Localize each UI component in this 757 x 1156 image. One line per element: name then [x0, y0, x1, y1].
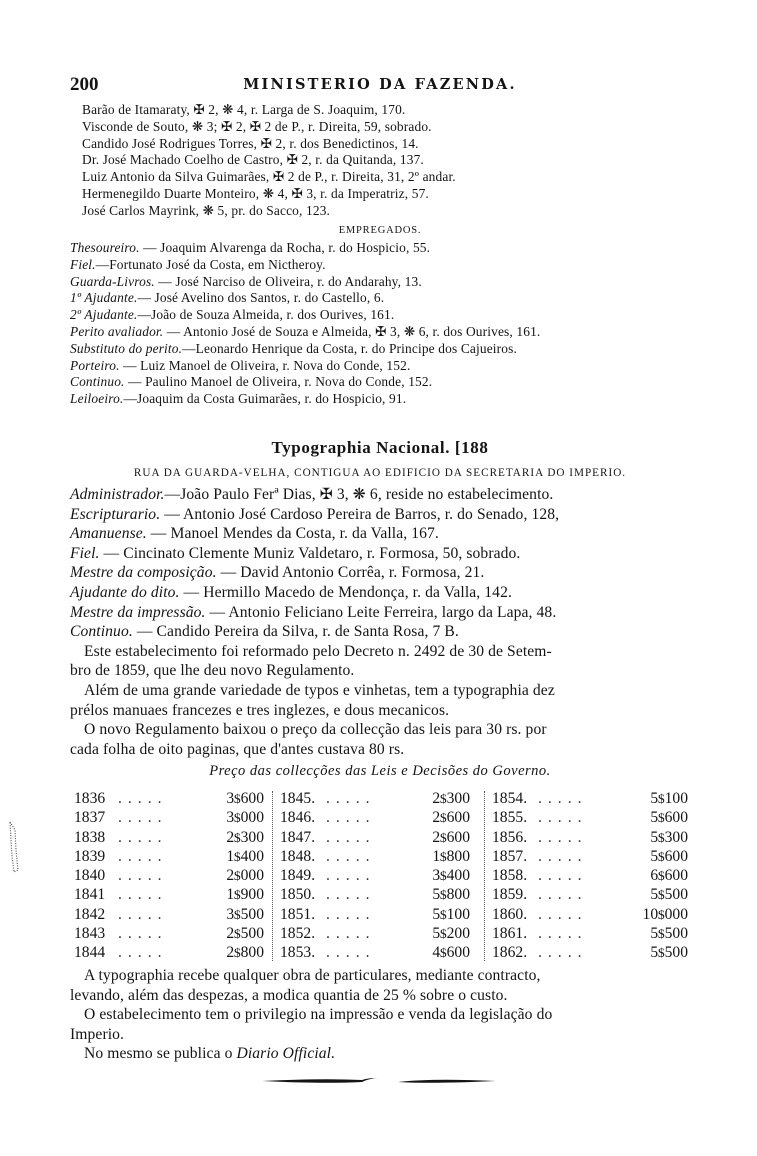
- price-cell: 6$600: [650, 867, 688, 885]
- section-title: Typographia Nacional. [188: [271, 438, 489, 457]
- running-title: MINISTERIO DA FAZENDA.: [243, 76, 517, 93]
- leader-dots: .....: [118, 905, 168, 923]
- leader-dots: .....: [538, 886, 588, 904]
- year-cell: 1845.: [280, 790, 316, 807]
- table-row: [280, 885, 470, 904]
- table-row: [74, 808, 264, 827]
- employee-details: —Joaquim da Costa Guimarães, r. do Hospicio, 91.: [123, 391, 407, 407]
- employee-details: — José Narciso de Oliveira, r. do Andarahy, 13.: [154, 273, 422, 289]
- employee-role: Guarda-Livros.: [70, 273, 155, 289]
- price-cell: 3$600: [226, 790, 264, 807]
- table-row: [492, 905, 688, 924]
- staff-entry: [70, 485, 690, 505]
- staff-details: — Manoel Mendes da Costa, r. da Valla, 167.: [146, 525, 439, 543]
- official-entry: Barão de Itamaraty, ✠ 2, ❋ 4, r. Larga de S. Joaquim, 170.: [82, 102, 406, 117]
- staff-role: Mestre da impressão.: [70, 603, 206, 621]
- year-cell: 1853.: [280, 944, 316, 962]
- table-row: [492, 866, 688, 885]
- employee-role: Porteiro.: [70, 357, 120, 373]
- employee-details: — José Avelino dos Santos, r. do Castello, 6.: [137, 290, 385, 306]
- price-cell: 2$800: [226, 944, 264, 962]
- staff-details: — Hermillo Macedo de Mendonça, r. da Valla, 142.: [179, 583, 512, 601]
- year-cell: 1850.: [280, 886, 316, 904]
- paragraph-particulares: [70, 966, 690, 1005]
- page-number: 200: [70, 74, 99, 95]
- table-row: [74, 828, 264, 847]
- official-entry: José Carlos Mayrink, ❋ 5, pr. do Sacco, 123.: [82, 202, 331, 218]
- official-entry: Visconde de Souto, ❋ 3; ✠ 2, ✠ 2 de P., r. Direita, 59, sobrado.: [82, 118, 432, 134]
- price-cell: 5$100: [650, 790, 688, 807]
- column-divider: [484, 791, 485, 961]
- employee-entry: [70, 341, 690, 358]
- staff-details: — Antonio Feliciano Leite Ferreira, largo da Lapa, 48.: [205, 603, 557, 621]
- cifrao-symbol: $: [439, 906, 447, 922]
- staff-role: Administrador.: [70, 486, 165, 503]
- leader-dots: .....: [538, 944, 588, 962]
- leader-dots: .....: [538, 828, 588, 846]
- leader-dots: .....: [538, 809, 588, 827]
- staff-details: — David Antonio Corrêa, r. Formosa, 21.: [216, 564, 485, 582]
- leader-dots: .....: [118, 828, 168, 846]
- leader-dots: .....: [326, 886, 376, 904]
- paragraph-presses: [70, 681, 690, 720]
- table-row: [74, 866, 264, 885]
- leader-dots: .....: [538, 867, 588, 885]
- employee-details: —João de Souza Almeida, r. dos Ourives, 161.: [137, 307, 395, 323]
- staff-details: — Antonio José Cardoso Pereira de Barros, r. do Senado, 128,: [160, 505, 560, 523]
- cifrao-symbol: $: [233, 887, 241, 903]
- paragraph-line: Imperio.: [70, 1025, 125, 1043]
- section-address: RUA DA GUARDA-VELHA, CONTIGUA AO EDIFICIO DA SECRETARIA DO IMPERIO.: [133, 467, 627, 479]
- employee-entry: [70, 358, 690, 375]
- price-cell: 5$600: [650, 809, 688, 827]
- paragraph-line: levando, além das despezas, a modica quantia de 25 % sobre o custo.: [70, 986, 508, 1004]
- staff-role: Amanuense.: [70, 525, 147, 543]
- paragraph-line: Este estabelecimento foi reformado pelo Decreto n. 2492 de 30 de Setem-: [84, 642, 552, 660]
- leader-dots: .....: [538, 925, 588, 943]
- employee-role: 2º Ajudante.: [70, 307, 138, 323]
- cifrao-symbol: $: [233, 906, 241, 922]
- paragraph-line: prélos manuaes francezes e tres inglezes, e dous mecanicos.: [70, 701, 450, 719]
- staff-details: — Cincinato Clemente Muniz Valdetaro, r. Formosa, 50, sobrado.: [99, 544, 521, 562]
- staff-role: Continuo.: [70, 623, 133, 641]
- cifrao-symbol: $: [233, 926, 241, 942]
- leader-dots: .....: [118, 867, 168, 885]
- table-row: [492, 828, 688, 847]
- paragraph-line: A typographia recebe qualquer obra de particulares, mediante contracto,: [84, 967, 541, 984]
- table-row: [74, 847, 264, 866]
- price-cell: 1$400: [226, 847, 264, 865]
- staff-entry: [70, 505, 690, 525]
- price-cell: 5$600: [650, 847, 688, 865]
- year-cell: 1851.: [280, 905, 316, 923]
- table-row: [492, 924, 688, 943]
- table-row: [280, 943, 470, 962]
- price-cell: 2$300: [226, 828, 264, 846]
- table-row: [492, 847, 688, 866]
- employee-entry: [70, 290, 690, 307]
- year-cell: 1836: [74, 790, 106, 807]
- price-table: [74, 789, 690, 963]
- cifrao-symbol: $: [233, 868, 241, 884]
- staff-entry: [70, 603, 690, 623]
- leader-dots: .....: [326, 925, 376, 943]
- staff-list: [70, 485, 690, 642]
- year-cell: 1856.: [492, 828, 528, 846]
- leader-dots: .....: [326, 944, 376, 962]
- year-cell: 1858.: [492, 867, 528, 885]
- year-cell: 1847.: [280, 828, 316, 846]
- year-cell: 1860.: [492, 905, 528, 923]
- cifrao-symbol: $: [233, 945, 241, 961]
- cifrao-symbol: $: [439, 887, 447, 903]
- year-cell: 1844: [74, 944, 106, 962]
- closing-section: [70, 966, 690, 1064]
- year-cell: 1841: [74, 886, 106, 904]
- leader-dots: .....: [326, 867, 376, 885]
- price-column: [74, 789, 264, 963]
- cifrao-symbol: $: [657, 791, 665, 806]
- page-header: [70, 74, 690, 98]
- leader-dots: .....: [326, 905, 376, 923]
- price-cell: 4$600: [432, 944, 470, 962]
- paragraph-line: bro de 1859, que lhe deu novo Regulamento.: [70, 662, 355, 680]
- employee-role: Substituto do perito.: [70, 340, 183, 356]
- staff-role: Fiel.: [70, 544, 100, 562]
- year-cell: 1862.: [492, 944, 528, 962]
- employee-details: —Leonardo Henrique da Costa, r. do Principe dos Cajueiros.: [182, 340, 517, 356]
- leader-dots: .....: [326, 809, 376, 827]
- employee-entry: [70, 274, 690, 291]
- cifrao-symbol: $: [233, 848, 241, 864]
- official-entry: Hermenegildo Duarte Monteiro, ❋ 4, ✠ 3, r. da Imperatriz, 57.: [82, 185, 429, 201]
- employee-entry: [70, 391, 690, 408]
- employee-entry: [70, 374, 690, 391]
- cifrao-symbol: $: [657, 887, 665, 903]
- cifrao-symbol: $: [439, 868, 447, 884]
- table-row: [74, 943, 264, 962]
- price-cell: 3$000: [226, 809, 264, 827]
- leader-dots: .....: [118, 886, 168, 904]
- employee-entry: [70, 257, 690, 274]
- year-cell: 1857.: [492, 847, 528, 865]
- leader-dots: .....: [118, 944, 168, 962]
- staff-entry: [70, 544, 690, 564]
- paragraph-diario: [70, 1044, 690, 1064]
- year-cell: 1846.: [280, 809, 316, 827]
- table-row: [280, 847, 470, 866]
- year-cell: 1839: [74, 847, 106, 865]
- table-row: [74, 905, 264, 924]
- table-row: [492, 943, 688, 962]
- ornamental-rule-icon: [262, 1076, 496, 1086]
- paragraph-line: O estabelecimento tem o privilegio na impressão e venda da legislação do: [84, 1006, 553, 1024]
- year-cell: 1849.: [280, 867, 316, 885]
- price-cell: 2$600: [432, 809, 470, 827]
- official-entry: Dr. José Machado Coelho de Castro, ✠ 2, r. da Quitanda, 137.: [82, 152, 424, 168]
- employee-details: —Fortunato José da Costa, em Nictheroy.: [95, 256, 326, 272]
- staff-entry: [70, 524, 690, 544]
- cifrao-symbol: $: [439, 791, 447, 806]
- employee-role: Leiloeiro.: [70, 391, 124, 407]
- column-divider: [272, 791, 273, 961]
- employee-details: — Paulino Manoel de Oliveira, r. Nova do Conde, 152.: [124, 374, 433, 390]
- leader-dots: .....: [118, 847, 168, 865]
- staff-details: —João Paulo Ferª Dias, ✠ 3, ❋ 6, reside no estabelecimento.: [164, 486, 554, 503]
- staff-entry: [70, 563, 690, 583]
- year-cell: 1855.: [492, 809, 528, 827]
- table-row: [74, 924, 264, 943]
- table-row: [280, 905, 470, 924]
- price-cell: 2$500: [226, 925, 264, 943]
- staff-entry: [70, 622, 690, 642]
- cifrao-symbol: $: [233, 791, 241, 806]
- cifrao-symbol: $: [657, 945, 665, 961]
- year-cell: 1848.: [280, 847, 316, 865]
- paragraph-line: O novo Regulamento baixou o preço da collecção das leis para 30 rs. por: [84, 721, 547, 739]
- price-cell: 5$300: [650, 828, 688, 846]
- table-row: [280, 789, 470, 808]
- price-cell: 5$800: [432, 886, 470, 904]
- table-row: [280, 924, 470, 943]
- employee-details: — Antonio José de Souza e Almeida, ✠ 3, ❋ 6, r. dos Ourives, 161.: [163, 323, 541, 339]
- employee-details: — Joaquim Alvarenga da Rocha, r. do Hospicio, 55.: [139, 240, 431, 255]
- price-column: [280, 789, 470, 963]
- table-title: Preço das collecções das Leis e Decisões do Governo.: [209, 763, 551, 780]
- year-cell: 1852.: [280, 925, 316, 943]
- paragraph-line: No mesmo se publica o Diario Official.: [84, 1045, 336, 1063]
- employee-entry: [70, 240, 690, 257]
- table-row: [280, 866, 470, 885]
- employee-role: Continuo.: [70, 374, 125, 390]
- staff-role: Escripturario.: [70, 505, 161, 523]
- paragraph-decree: [70, 642, 690, 681]
- cifrao-symbol: $: [657, 848, 665, 864]
- paragraph-line: Além de uma grande variedade de typos e vinhetas, tem a typographia dez: [84, 681, 555, 699]
- price-cell: 1$900: [226, 886, 264, 904]
- cifrao-symbol: $: [657, 926, 665, 942]
- price-cell: 5$500: [650, 886, 688, 904]
- employee-entry: [70, 324, 690, 341]
- leader-dots: .....: [326, 847, 376, 865]
- employee-details: — Luiz Manoel de Oliveira, r. Nova do Conde, 152.: [119, 357, 411, 373]
- staff-role: Ajudante do dito.: [70, 583, 180, 601]
- cifrao-symbol: $: [233, 829, 241, 845]
- table-row: [280, 808, 470, 827]
- year-cell: 1840: [74, 867, 106, 885]
- leader-dots: .....: [118, 925, 168, 943]
- price-cell: 5$500: [650, 925, 688, 943]
- paragraph-price: [70, 720, 690, 759]
- diario-official-title: Diario Official.: [236, 1045, 336, 1063]
- price-cell: 3$500: [226, 905, 264, 923]
- table-row: [492, 808, 688, 827]
- price-cell: 2$000: [226, 867, 264, 885]
- cifrao-symbol: $: [657, 829, 665, 845]
- cifrao-symbol: $: [439, 848, 447, 864]
- margin-stain-icon: [6, 820, 20, 880]
- year-cell: 1843: [74, 925, 106, 943]
- table-row: [280, 828, 470, 847]
- employee-entry: [70, 307, 690, 324]
- employee-role: Thesoureiro.: [70, 240, 140, 255]
- employee-role: Fiel.: [70, 256, 96, 272]
- year-cell: 1854.: [492, 790, 528, 807]
- cifrao-symbol: $: [657, 906, 665, 922]
- table-row: [492, 885, 688, 904]
- price-cell: 2$600: [432, 828, 470, 846]
- cifrao-symbol: $: [657, 810, 665, 826]
- price-cell: 2$300: [432, 790, 470, 807]
- year-cell: 1859.: [492, 886, 528, 904]
- paragraph-privilegio: [70, 1005, 690, 1044]
- table-row: [74, 885, 264, 904]
- leader-dots: .....: [326, 828, 376, 846]
- price-cell: 3$400: [432, 867, 470, 885]
- cifrao-symbol: $: [439, 945, 447, 961]
- officials-list: [70, 102, 690, 220]
- staff-details: — Candido Pereira da Silva, r. de Santa Rosa, 7 B.: [132, 623, 459, 641]
- staff-entry: [70, 583, 690, 603]
- year-cell: 1861.: [492, 925, 528, 943]
- price-cell: 5$500: [650, 944, 688, 962]
- typographia-section: [70, 436, 690, 781]
- employee-role: Perito avaliador.: [70, 323, 164, 339]
- year-cell: 1842: [74, 905, 106, 923]
- price-cell: 10$000: [642, 905, 688, 923]
- year-cell: 1838: [74, 828, 106, 846]
- leader-dots: .....: [118, 809, 168, 827]
- price-cell: 5$100: [432, 905, 470, 923]
- price-cell: 5$200: [432, 925, 470, 943]
- staff-role: Mestre da composição.: [70, 564, 217, 582]
- cifrao-symbol: $: [439, 926, 447, 942]
- cifrao-symbol: $: [439, 829, 447, 845]
- price-cell: 1$800: [432, 847, 470, 865]
- table-row: [492, 789, 688, 808]
- empregados-heading: EMPREGADOS.: [338, 225, 422, 236]
- leader-dots: .....: [538, 847, 588, 865]
- cifrao-symbol: $: [439, 810, 447, 826]
- paragraph-line: cada folha de oito paginas, que d'antes custava 80 rs.: [70, 740, 405, 758]
- cifrao-symbol: $: [657, 868, 665, 884]
- leader-dots: .....: [326, 790, 376, 807]
- table-row: [74, 789, 264, 808]
- empregados-section: [70, 222, 690, 408]
- leader-dots: .....: [118, 790, 168, 807]
- year-cell: 1837: [74, 809, 106, 827]
- leader-dots: .....: [538, 790, 588, 807]
- official-entry: Luiz Antonio da Silva Guimarães, ✠ 2 de P., r. Direita, 31, 2º andar.: [82, 169, 456, 185]
- cifrao-symbol: $: [233, 810, 241, 826]
- employee-role: 1º Ajudante.: [70, 290, 138, 306]
- leader-dots: .....: [538, 905, 588, 923]
- official-entry: Candido José Rodrigues Torres, ✠ 2, r. dos Benedictinos, 14.: [82, 135, 419, 151]
- price-column: [492, 789, 688, 963]
